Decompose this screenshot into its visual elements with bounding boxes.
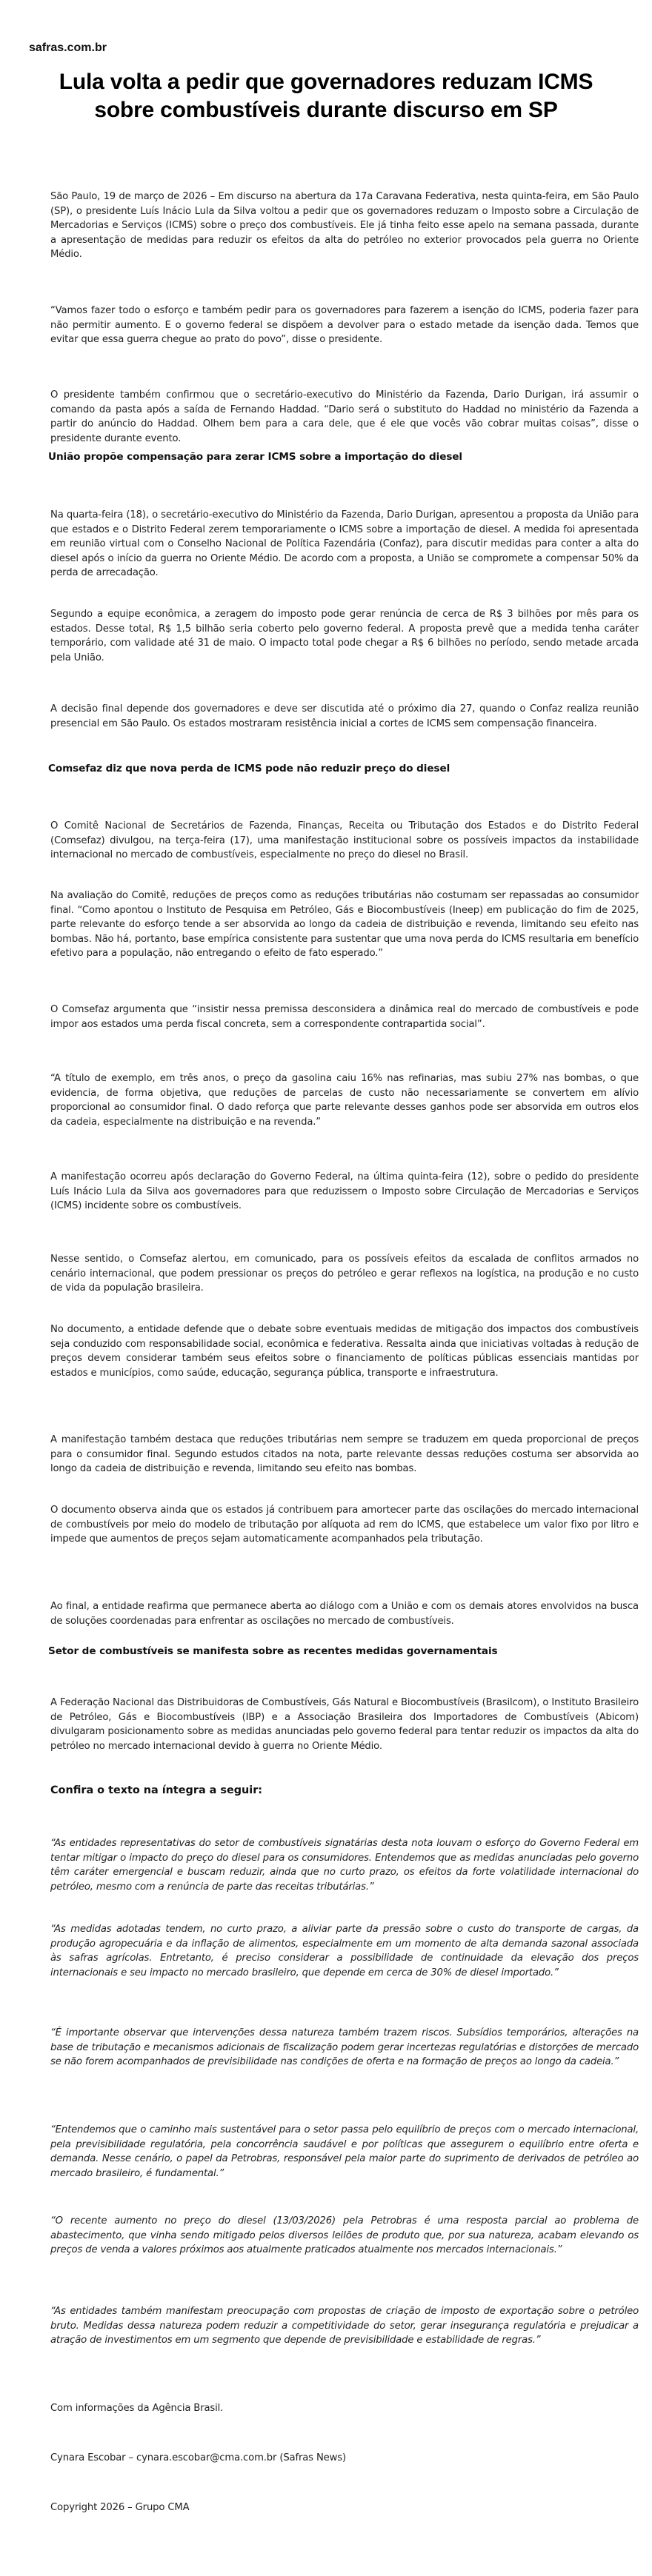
article-paragraph: “Vamos fazer todo o esforço e também pedir para os governadores para fazerem a isenção do ICMS, poderia fazer para não permitir aumento. E o governo federal se dispõem a devolver para o estado metade da isenção dada. Temos que evitar que essa guerra chegue ao prato do povo”, disse o presidente. <box>50 305 639 345</box>
statement-quote: “As entidades também manifestam preocupação com propostas de criação de imposto de exportação sobre o petróleo bruto. Medidas dessa natureza podem reduzir a competitividade do setor, gerar insegurança regulatória e prejudicar a atração de investimentos em um segmento que depende de previsibilidade e estabilidade de regras.” <box>50 2306 639 2346</box>
article-paragraph: O Comsefaz argumenta que “insistir nessa premissa desconsidera a dinâmica real do mercado de combustíveis e pode impor aos estados uma perda fiscal concreta, sem a correspondente contrapartida social”. <box>50 1004 639 1030</box>
article-title: Lula volta a pedir que governadores reduzam ICMS sobre combustíveis durante discurso em SP <box>59 70 593 122</box>
article-paragraph: Nesse sentido, o Comsefaz alertou, em comunicado, para os possíveis efeitos da escalada de conflitos armados no cenário internacional, que podem pressionar os preços do petróleo e gerar reflexos na logística, na produção e no custo de vida da população brasileira. <box>50 1254 639 1294</box>
copyright: Copyright 2026 – Grupo CMA <box>50 2502 190 2513</box>
article-paragraph: “A título de exemplo, em três anos, o preço da gasolina caiu 16% nas refinarias, mas subiu 27% nas bombas, o que evidencia, de forma objetiva, que reduções de parcelas de custo não necessariamente se convertem em alívio proporcional ao consumidor final. O dado reforça que parte relevante desses ganhos pode ser absorvida em outros elos da cadeia, especialmente na distribuição e na revenda.” <box>50 1073 639 1128</box>
statement-quote: “É importante observar que intervenções dessa natureza também trazem riscos. Subsídios temporários, alterações na base de tributação e mecanismos adicionais de fiscalização podem gerar incertezas regulatórias e distorções de mercado se não forem acompanhados de previsibilidade nas condições de oferta e na formação de preços ao longo da cadeia.” <box>50 2027 639 2067</box>
section-heading: União propõe compensação para zerar ICMS sobre a importação do diesel <box>48 451 462 463</box>
statement-quote: “As medidas adotadas tendem, no curto prazo, a aliviar parte da pressão sobre o custo do transporte de cargas, da produção agropecuária e da inflação de alimentos, especialmente em um momento de alta demanda sazonal associada às safras agrícolas. Entretanto, é preciso considerar a possibilidade de continuidade da elevação dos preços internacionais e seu impacto no mercado brasileiro, que depende em cerca de 30% de diesel importado.” <box>50 1924 639 1978</box>
article-paragraph: A manifestação ocorreu após declaração do Governo Federal, na última quinta-feira (12), sobre o pedido do presidente Luís Inácio Lula da Silva aos governadores para que reduzissem o Imposto sobre Circulação de Mercadorias e Serviços (ICMS) incidente sobre os combustíveis. <box>50 1171 639 1211</box>
article-paragraph: A decisão final depende dos governadores e deve ser discutida até o próximo dia 27, quando o Confaz realiza reunião presencial em São Paulo. Os estados mostraram resistência inicial a cortes de ICMS sem compensação financeira. <box>50 703 639 729</box>
statement-quote: “As entidades representativas do setor de combustíveis signatárias desta nota louvam o esforço do Governo Federal em tentar mitigar o impacto do preço do diesel para os consumidores. Entendemos que as medidas anunciadas pelo governo têm caráter emergencial e buscam reduzir, ainda que no curto prazo, os efeitos da forte volatilidade internacional do petróleo, mesmo com a renúncia de parte das receitas tributárias.” <box>50 1838 639 1893</box>
full-text-label: Confira o texto na íntegra a seguir: <box>50 1784 263 1796</box>
article-paragraph: A manifestação também destaca que reduções tributárias nem sempre se traduzem em queda proporcional de preços para o consumidor final. Segundo estudos citados na nota, parte relevante dessas reduções costuma ser absorvida ao longo da cadeia de distribuição e revenda, limitando seu efeito nas bombas. <box>50 1434 639 1474</box>
article-paragraph: Ao final, a entidade reafirma que permanece aberta ao diálogo com a União e com os demais atores envolvidos na busca de soluções coordenadas para enfrentar as oscilações no mercado de combustíveis. <box>50 1601 639 1627</box>
article-paragraph: A Federação Nacional das Distribuidoras de Combustíveis, Gás Natural e Biocombustíveis (Brasilcom), o Instituto Brasileiro de Petróleo, Gás e Biocombustíveis (IBP) e a Associação Brasileira dos Importadores de Combustíveis (Abicom) divulgaram posicionamento sobre as medidas anunciadas pelo governo federal para tentar reduzir os impactos da alta do petróleo no mercado internacional devido à guerra no Oriente Médio. <box>50 1697 639 1752</box>
article-paragraph: São Paulo, 19 de março de 2026 – Em discurso na abertura da 17a Caravana Federativa, nesta quinta-feira, em São Paulo (SP), o presidente Luís Inácio Lula da Silva voltou a pedir que os governadores reduzam o Imposto sobre a Circulação de Mercadorias e Serviços (ICMS) sobre o preço dos combustíveis. Ele já tinha feito esse apelo na semana passada, durante a apresentação de medidas para reduzir os efeitos da alta do petróleo no exterior provocados pela guerra no Oriente Médio. <box>50 191 639 260</box>
article-paragraph: O presidente também confirmou que o secretário-executivo do Ministério da Fazenda, Dario Durigan, irá assumir o comando da pasta após a saída de Fernando Haddad. “Dario será o substituto do Haddad no ministério da Fazenda a partir do anúncio do Haddad. Olhem bem para a cara dele, que é ele que vocês vão cobrar muitas coisas”, disse o presidente durante evento. <box>50 389 639 444</box>
statement-quote: “Entendemos que o caminho mais sustentável para o setor passa pelo equilíbrio de preços com o mercado internacional, pela previsibilidade regulatória, pela concorrência saudável e por políticas que assegurem o equilíbrio entre oferta e demanda. Nesse cenário, o papel da Petrobras, responsável pela maior parte do suprimento de derivados de petróleo ao mercado brasileiro, é fundamental.” <box>50 2124 639 2179</box>
statement-quote: “O recente aumento no preço do diesel (13/03/2026) pela Petrobras é uma resposta parcial ao problema de abastecimento, que vinha sendo mitigado pelos diversos leilões de produto que, por sua natureza, acabam elevando os preços de venda a valores próximos aos atualmente praticados atualmente nos mercados internacionais.” <box>50 2215 639 2255</box>
article-paragraph: O documento observa ainda que os estados já contribuem para amortecer parte das oscilações do mercado internacional de combustíveis por meio do modelo de tributação por alíquota ad rem do ICMS, que estabelece um valor fixo por litro e impede que aumentos de preços sejam automaticamente acompanhados pela tributação. <box>50 1505 639 1545</box>
article-paragraph: Na quarta-feira (18), o secretário-executivo do Ministério da Fazenda, Dario Durigan, apresentou a proposta da União para que estados e o Distrito Federal zerem temporariamente o ICMS sobre a importação de diesel. A medida foi apresentada em reunião virtual com o Conselho Nacional de Política Fazendária (Confaz), para discutir medidas para conter a alta do diesel após o início da guerra no Oriente Médio. De acordo com a proposta, a União se compromete a compensar 50% da perda de arrecadação. <box>50 509 639 578</box>
article-paragraph: No documento, a entidade defende que o debate sobre eventuais medidas de mitigação dos impactos dos combustíveis seja conduzido com responsabilidade social, econômica e federativa. Ressalta ainda que iniciativas voltadas à redução de preços devem considerar também seus efeitos sobre o financiamento de políticas públicas essenciais mantidas por estados e municípios, como saúde, educação, segurança pública, transporte e infraestrutura. <box>50 1324 639 1379</box>
section-heading: Comsefaz diz que nova perda de ICMS pode não reduzir preço do diesel <box>48 763 450 775</box>
author-credit: Cynara Escobar – cynara.escobar@cma.com.br (Safras News) <box>50 2452 346 2463</box>
section-heading: Setor de combustíveis se manifesta sobre as recentes medidas governamentais <box>48 1645 498 1657</box>
site-name: safras.com.br <box>29 41 107 54</box>
article-paragraph: O Comitê Nacional de Secretários de Fazenda, Finanças, Receita ou Tributação dos Estados e do Distrito Federal (Comsefaz) divulgou, na terça-feira (17), uma manifestação institucional sobre os possíveis impactos da instabilidade internacional no mercado de combustíveis, especialmente no preço do diesel no Brasil. <box>50 820 639 860</box>
article-paragraph: Na avaliação do Comitê, reduções de preços como as reduções tributárias não costumam ser repassadas ao consumidor final. “Como apontou o Instituto de Pesquisa em Petróleo, Gás e Biocombustíveis (Ineep) em publicação do fim de 2025, parte relevante do esforço tende a ser absorvida ao longo da cadeia de distribuição e revenda, limitando seu efeito nas bombas. Não há, portanto, base empírica consistente para sustentar que uma nova perda do ICMS resultaria em benefício efetivo para a população, não entregando o efeito de fato esperado.” <box>50 890 639 959</box>
article-paragraph: Segundo a equipe econômica, a zeragem do imposto pode gerar renúncia de cerca de R$ 3 bilhões por mês para os estados. Desse total, R$ 1,5 bilhão seria coberto pelo governo federal. A proposta prevê que a medida tenha caráter temporário, com validade até 31 de maio. O impacto total pode chegar a R$ 6 bilhões no período, sendo metade arcada pela União. <box>50 609 639 663</box>
source-credit: Com informações da Agência Brasil. <box>50 2403 224 2414</box>
